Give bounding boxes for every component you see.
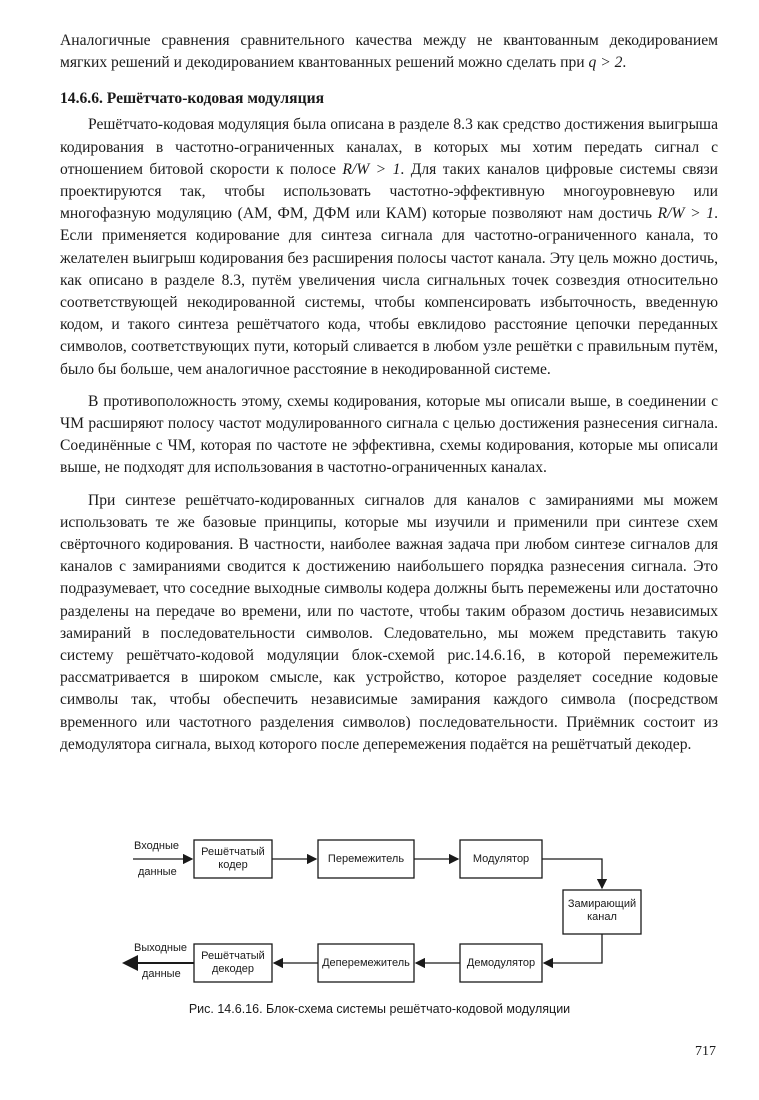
arrow-modulator-channel [542, 859, 602, 888]
para1-text-3: . Если применяется кодирование для синтеза сигнала для частотно-ограниченного канала, то желателен выигрыш кодирования без расширения полосы частот канала. Эту цель можно достичь, как описано в разделе 8.3, путём увеличения числа сигнальных точек созвездия относительно соответствующей некодированной системы, чтобы компенсировать избыточность, введенную кодом, и такого синтеза решётчатого кода, чтобы евклидово расстояние цепочки переданных символов, соответствующих пути, который сливается в любом узле решётки с правильным путём, было бы больше, чем аналогичное расстояние в некодированной системе. [60, 205, 718, 378]
arrow-channel-demodulator [544, 934, 602, 963]
para1-text-1: Решётчато-кодовая модуляция была описана в разделе 8.3 как средство достижения выигрыша кодирования в частотно-ограниченных каналах, в которых мы хотим передать сигнал с отношением битовой скорости к полосе [60, 116, 718, 178]
deinterleaver-label: Деперемежитель [322, 957, 410, 969]
encoder-label: Решётчатый кодер [201, 846, 265, 871]
output-label-1: Выходные [134, 942, 188, 954]
input-label-1: Входные [134, 840, 179, 852]
intro-end: . [622, 54, 627, 72]
intro-text: Аналогичные сравнения сравнительного качества между не квантованным декодированием мягких решений и декодированием квантованных решений можно сделать при [60, 32, 718, 72]
paragraph-3: При синтезе решётчато-кодированных сигналов для каналов с замираниями мы можем использовать те же базовые принципы, которые мы изучили и применили при синтезе схем свёрточного кодирования. В частности, наиболее важная задача при любом синтезе сигналов для каналов с замираниями сводится к достижению наибольшего порядка разнесения сигнала. Это подразумевает, что соседние выходные символы кодера должны быть перемежены или достаточно разделены на передаче во времени, или по частоте, чтобы таким образом достичь независимых замираний в последовательности символов. Следовательно, мы можем представить такую систему решётчато-кодовой модуляции блок-схемой рис.14.6.16, в которой перемежитель рассматривается в широком смысле, как устройство, которое разделяет соседние кодовые символы так, чтобы обеспечить независимые замирания каждого символа (посредством временного или частотного разделения символов) последовательности. Приёмник состоит из демодулятора сигнала, выход которого после деперемежения подаётся на решётчатый декодер. [60, 491, 718, 753]
channel-label: Замирающий канал [567, 898, 637, 923]
modulator-label: Модулятор [472, 853, 530, 865]
para1-math-2: R/W > 1 [657, 205, 715, 223]
decoder-label: Решётчатый декодер [201, 950, 265, 975]
page-number: 717 [695, 1044, 716, 1059]
intro-math: q > 2 [588, 54, 623, 72]
input-label-2: данные [138, 866, 177, 878]
figure-caption: Рис. 14.6.16. Блок-схема системы решётчато-кодовой модуляции [188, 1002, 571, 1016]
paragraph-2: В противоположность этому, схемы кодирования, которые мы описали выше, в соединении с ЧМ расширяют полосу частот модулированного сигнала с целью достижения разнесения сигнала. Соединённые с ЧМ, которая по частоте не эффективна, схемы кодирования, которые мы описали выше, не подходят для использования в частотно-ограниченных каналах. [60, 392, 718, 477]
block-diagram [0, 828, 759, 998]
output-label-2: данные [142, 968, 181, 980]
intro-paragraph [60, 30, 718, 74]
page-body [60, 30, 718, 756]
para1-text-2: . Для таких каналов цифровые системы связи проектируются так, чтобы использовать частотно-эффективную многоуровневую или многофазную модуляцию (АМ, ФМ, ДФМ или КАМ) которые позволяют нам достичь [60, 160, 718, 223]
demodulator-label: Демодулятор [466, 957, 536, 969]
para1-math-1: R/W > 1 [342, 160, 401, 178]
section-heading: 14.6.6. Решётчато-кодовая модуляция [60, 90, 325, 108]
paragraph-1 [60, 114, 718, 380]
interleaver-label: Перемежитель [327, 853, 405, 865]
